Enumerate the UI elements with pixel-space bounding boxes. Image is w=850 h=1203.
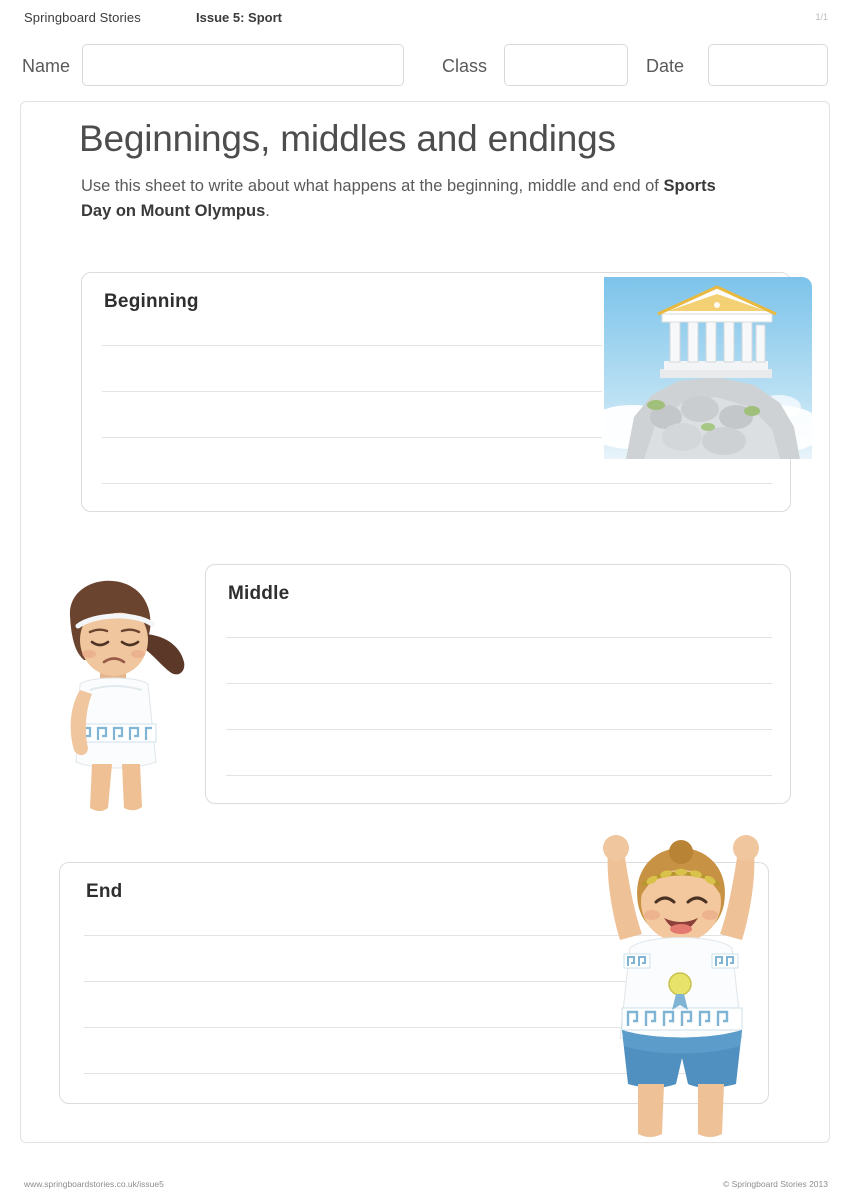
name-label: Name <box>22 56 71 76</box>
footer-website[interactable]: www.springboardstories.co.uk/issue5 <box>24 1179 164 1189</box>
instruction-text <box>81 174 721 224</box>
class-input[interactable] <box>504 44 628 86</box>
date-input[interactable] <box>708 44 828 86</box>
writing-line <box>226 683 772 684</box>
instruction-part2: . <box>265 202 270 220</box>
middle-answer-box[interactable] <box>205 564 791 804</box>
writing-line <box>102 391 602 392</box>
writing-line <box>226 729 772 730</box>
beginning-label: Beginning <box>104 291 199 312</box>
writing-line <box>102 437 602 438</box>
writing-line <box>102 483 772 484</box>
instruction-story-title: Sports Day on Mount Olympus <box>81 177 716 220</box>
end-label: End <box>86 881 123 902</box>
writing-line <box>226 775 772 776</box>
greek-temple-illustration <box>604 277 812 459</box>
middle-label: Middle <box>228 583 290 604</box>
page-header <box>0 0 850 34</box>
class-label: Class <box>442 56 488 76</box>
footer-copyright: © Springboard Stories 2013 <box>722 1179 828 1189</box>
issue-title: Issue 5: Sport <box>196 9 282 25</box>
sad-girl-illustration <box>34 572 199 822</box>
instruction-part1: Use this sheet to write about what happens at the beginning, middle and end of <box>81 177 664 195</box>
date-label: Date <box>646 56 685 76</box>
student-meta-row <box>0 38 850 94</box>
writing-line <box>226 637 772 638</box>
name-input[interactable] <box>82 44 404 86</box>
page-number: 1/1 <box>815 12 828 22</box>
brand-title: Springboard Stories <box>24 9 141 25</box>
cheering-winner-illustration <box>576 822 786 1142</box>
writing-line <box>102 345 602 346</box>
page-title: Beginnings, middles and endings <box>79 118 616 159</box>
